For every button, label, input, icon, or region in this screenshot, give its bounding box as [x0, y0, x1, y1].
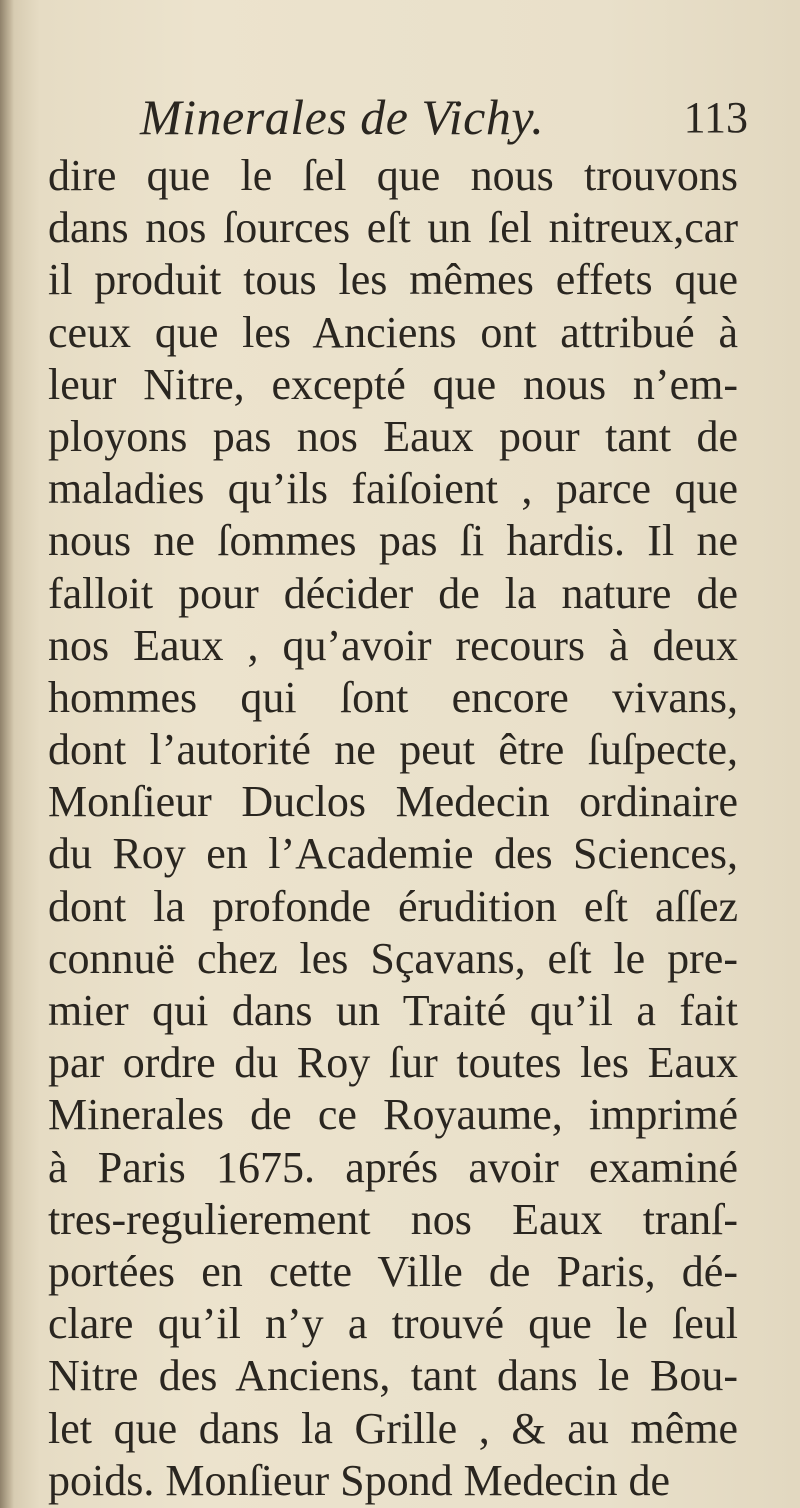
page-header — [0, 88, 800, 148]
text-line: falloit pour décider de la nature de — [48, 568, 738, 618]
text-line: Nitre des Anciens, tant dans le Bou- — [48, 1351, 738, 1401]
text-line: Monſieur Duclos Medecin ordinaire — [48, 777, 738, 827]
page-binding-edge — [0, 0, 14, 1508]
text-line: dont l’autorité ne peut être ſuſpecte, — [48, 725, 738, 775]
text-line: dans nos ſources eſt un ſel nitreux,car — [48, 203, 738, 253]
text-line: Minerales de ce Royaume, imprimé — [48, 1090, 738, 1140]
text-line: dont la profonde érudition eſt aſſez — [48, 881, 738, 931]
text-line: connuë chez les Sçavans, eſt le pre- — [48, 933, 738, 983]
text-line: dire que le ſel que nous trouvons — [48, 151, 738, 200]
text-line: portées en cette Ville de Paris, dé- — [48, 1246, 738, 1296]
text-line: à Paris 1675. aprés avoir examiné — [48, 1142, 738, 1192]
text-line: hommes qui ſont encore vivans, — [48, 672, 738, 722]
text-line: maladies qu’ils faiſoient , parce que — [48, 464, 738, 514]
text-line: let que dans la Grille , & au même — [48, 1403, 738, 1453]
text-line: ceux que les Anciens ont attribué à — [48, 307, 738, 357]
text-line: par ordre du Roy ſur toutes les Eaux — [48, 1038, 738, 1088]
text-line: clare qu’il n’y a trouvé que le ſeul — [48, 1299, 738, 1349]
text-line: mier qui dans un Traité qu’il a fait — [48, 986, 738, 1035]
running-title: Minerales de Vichy. — [140, 89, 545, 145]
text-line: du Roy en l’Academie des Sciences, — [48, 829, 738, 879]
body-text — [48, 150, 738, 1507]
text-line: nos Eaux , qu’avoir recours à deux — [48, 620, 738, 670]
page-number: 113 — [683, 93, 748, 142]
text-line: nous ne ſommes pas ſi hardis. Il ne — [48, 516, 738, 566]
text-line: poids. Monſieur Spond Medecin de — [48, 1455, 671, 1505]
text-line: leur Nitre, excepté que nous n’em- — [48, 359, 738, 409]
text-line: ployons pas nos Eaux pour tant de — [48, 411, 738, 461]
text-line: tres-regulierement nos Eaux tranſ- — [48, 1194, 738, 1244]
text-line: il produit tous les mêmes effets que — [48, 255, 738, 305]
